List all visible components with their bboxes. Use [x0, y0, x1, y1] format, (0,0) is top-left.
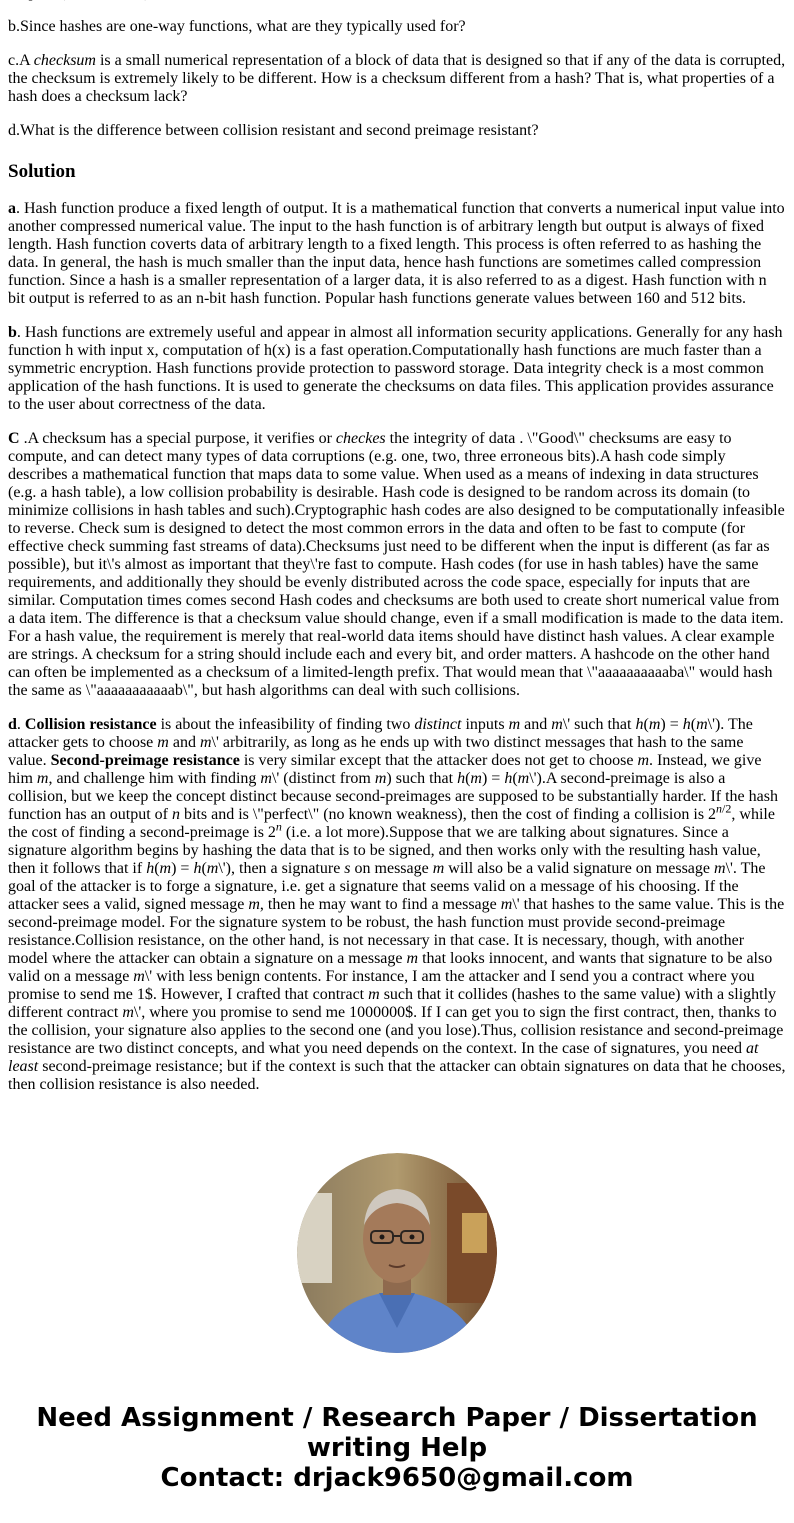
question-b: b.Since hashes are one-way functions, what are they typically used for?	[8, 18, 466, 35]
question-d: d.What is the difference between collision resistant and second preimage resistant?	[8, 122, 539, 139]
cta-line-1: Need Assignment / Research Paper / Dissertation	[36, 1403, 758, 1433]
author-portrait-photo	[297, 1153, 497, 1353]
cta-contact-email[interactable]: Contact: drjack9650@gmail.com	[160, 1463, 634, 1493]
solution-b: b. Hash functions are extremely useful and appear in almost all information security applications. Generally for any hash function h with input x, computation of h(x) is a fast operation.Computationally hash functions are much faster than a symmetric encryption. Hash functions provide protection to password storage. Data integrity check is a most common application of the hash functions. It is used to generate the checksums on data files. This application provides assurance to the user about correctness of the data.	[8, 324, 783, 413]
document-body	[8, 0, 786, 1110]
solution-a: a. Hash function produce a fixed length of output. It is a mathematical function that converts a numerical input value into another compressed numerical value. The input to the hash function is of arbitrary length but output is always of fixed length. Hash function coverts data of arbitrary length to a fixed length. This process is often referred to as hashing the data. In general, the hash is much smaller than the input data, hence hash functions are sometimes called compression function. Since a hash is a smaller representation of a larger data, it is also referred to as a digest. Hash function with n bit output is referred to as an n-bit hash function. Popular hash functions generate values between 160 and 512 bits.	[8, 200, 785, 307]
contact-banner	[0, 1403, 794, 1493]
question-a-tail	[8, 0, 786, 2]
author-avatar	[297, 1153, 497, 1353]
solution-d: d. Collision resistance is about the infeasibility of finding two distinct inputs m and m\' such that h(m) = h(m\'). The attacker gets to choose m and m\' arbitrarily, as long as he ends up with two distinct messages that hash to the same value. Second-preimage resistance is very similar except that the attacker does not get to choose m. Instead, we give him m, and challenge him with finding m\' (distinct from m) such that h(m) = h(m\').A second-preimage is also a collision, but we keep the concept distinct because second-preimages are supposed to be substantially harder. If the hash function has an output of n bits and is \"perfect\" (no known weakness), then the cost of finding a collision is $2^{n/2}$, while the cost of finding a second-preimage is 2$^n$ (i.e. a lot more).Suppose that we are talking about signatures. Since a signature algorithm begins by hashing the data that is to be signed, and then works only with the resulting hash value, then it follows that if h(m) = h(m\'), then a signature s on message m will also be a valid signature on message m\'. The goal of the attacker is to forge a signature, i.e. get a signature that seems valid on a message of his choosing. If the attacker sees a valid, signed message m, then he may want to find a message m\' that hashes to the same value. This is the second-preimage model. For the signature system to be robust, the hash function must provide second-preimage resistance.Collision resistance, on the other hand, is not necessary in that case. It is necessary, though, with another model where the attacker can obtain a signature on a message m that looks innocent, and wants that signature to be also valid on a message m\' with less benign contents. For instance, I am the attacker and I send you a contract where you promise to send me 1$. However, I crafted that contract m such that it collides (hashes to the same value) with a slightly different contract m\', where you promise to send me 1000000$. If I can get you to sign the first contract, then, thanks to the collision, your signature also applies to the second one (and you lose).Thus, collision resistance and second-preimage resistance are two distinct concepts, and what you need depends on the context. In the case of signatures, you need at least second-preimage resistance; but if the context is such that the attacker can obtain signatures on data that he chooses, then collision resistance is also needed.	[8, 716, 786, 1093]
solution-c: C .A checksum has a special purpose, it verifies or checkes the integrity of data . \"Good\" checksums are easy to compute, and can detect many types of data corruptions (e.g. one, two, three erroneous bits).A hash code simply describes a mathematical function that maps data to some value. When used as a means of indexing in data structures (e.g. a hash table), a low collision probability is desirable. Hash code is designed to be random across its domain (to minimize collisions in hash tables and such).Cryptographic hash codes are also designed to be computationally infeasible to reverse. Check sum is designed to detect the most common errors in the data and often to be fast to compute (for effective check summing fast streams of data).Checksums just need to be different when the input is different (as far as possible), but it\'s almost as important that they\'re fast to compute. Hash codes (for use in hash tables) have the same requirements, and additionally they should be evenly distributed across the code space, especially for inputs that are similar. Computation times comes second Hash codes and checksums are both used to create short numerical value from a data item. The difference is that a checksum value should change, even if a small modification is made to the data item. For a hash value, the requirement is merely that real-world data items should have distinct hash values. A clear example are strings. A checksum for a string should include each and every bit, and order matters. A hashcode on the other hand can often be implemented as a checksum of a limited-length prefix. That would mean that \"aaaaaaaaaaba\" would hash the same as \"aaaaaaaaaaab\", but hash algorithms can deal with such collisions.	[8, 430, 785, 699]
cta-line-2: writing Help	[306, 1433, 488, 1463]
question-c: c.A checksum is a small numerical representation of a block of data that is designed so that if any of the data is corrupted, the checksum is extremely likely to be different. How is a checksum different from a hash? That is, what properties of a hash does a checksum lack?	[8, 52, 786, 105]
solution-heading: Solution	[8, 161, 76, 182]
